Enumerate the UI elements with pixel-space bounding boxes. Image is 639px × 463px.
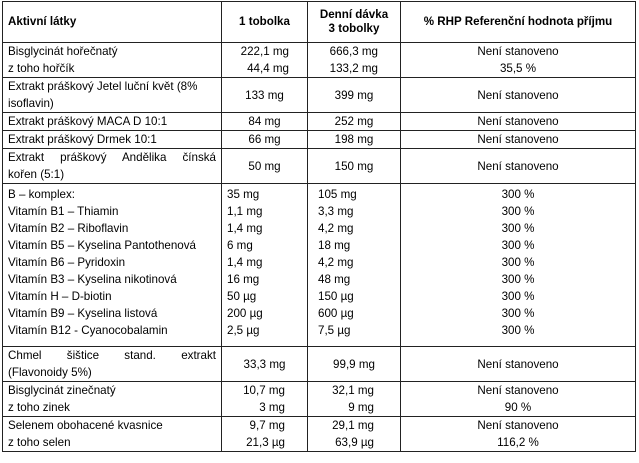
substance-name: z toho selen bbox=[8, 436, 71, 449]
substance-name: z toho hořčík bbox=[8, 62, 75, 75]
value: 32,1 mg bbox=[332, 384, 374, 397]
value: 21,3 µg bbox=[246, 436, 285, 449]
substance-cell bbox=[3, 347, 222, 382]
substance-name: Extrakt práškový Andělika čínská bbox=[8, 151, 216, 164]
value: 300 % bbox=[501, 290, 535, 303]
substance-name: Vitamín B12 - Cyanocobalamin bbox=[8, 324, 168, 337]
header-daily-dose-line1: Denní dávka bbox=[319, 8, 389, 21]
one-capsule-cell: 33,3 mg bbox=[222, 347, 308, 382]
rhp-cell: Není stanoveno bbox=[401, 347, 636, 382]
substance-name: Vitamín H – D-biotin bbox=[8, 290, 112, 303]
substance-cell bbox=[3, 382, 222, 417]
value: 133,2 mg bbox=[329, 62, 378, 75]
substance-cell bbox=[3, 78, 222, 113]
substance-name: Vitamín B1 – Thiamin bbox=[8, 205, 119, 218]
rhp-cell bbox=[401, 184, 636, 347]
substance-name: Vitamín B9 – Kyselina listová bbox=[8, 307, 158, 320]
daily-dose-cell: 150 mg bbox=[308, 149, 401, 184]
value: 18 mg bbox=[318, 239, 351, 252]
daily-dose-cell: 198 mg bbox=[308, 131, 401, 149]
value: 6 mg bbox=[227, 239, 253, 252]
table-row bbox=[3, 417, 636, 452]
table-row bbox=[3, 113, 636, 131]
value: 10,7 mg bbox=[243, 384, 285, 397]
value: 4,2 mg bbox=[318, 222, 354, 235]
value: 90 % bbox=[504, 401, 532, 414]
value: 1,1 mg bbox=[227, 205, 263, 218]
value: 44,4 mg bbox=[247, 62, 289, 75]
value: 16 mg bbox=[227, 273, 260, 286]
one-capsule-cell: 66 mg bbox=[222, 131, 308, 149]
substance-name: Vitamín B6 – Pyridoxin bbox=[8, 256, 126, 269]
header-daily-dose bbox=[308, 2, 401, 43]
substance-name: Vitamín B2 – Riboflavin bbox=[8, 222, 129, 235]
value: 300 % bbox=[501, 324, 535, 337]
substance-name: Vitamín B5 – Kyselina Pantothenová bbox=[8, 239, 196, 252]
table-row bbox=[3, 347, 636, 382]
table-row bbox=[3, 131, 636, 149]
substance-name: isoflavin) bbox=[8, 97, 54, 110]
daily-dose-cell bbox=[308, 43, 401, 78]
substance-cell bbox=[3, 184, 222, 347]
substance-name: Chmel šištice stand. extrakt bbox=[8, 349, 216, 362]
value: 150 µg bbox=[318, 290, 354, 303]
value: 1,4 mg bbox=[227, 222, 263, 235]
daily-dose-cell: 399 mg bbox=[308, 78, 401, 113]
one-capsule-cell bbox=[222, 417, 308, 452]
header-one-capsule: 1 tobolka bbox=[222, 2, 308, 43]
value: 105 mg bbox=[318, 188, 357, 201]
daily-dose-cell bbox=[308, 382, 401, 417]
value: 50 µg bbox=[227, 290, 257, 303]
substance-name: Selenem obohacené kvasnice bbox=[8, 419, 163, 432]
value: Není stanoveno bbox=[477, 45, 559, 58]
rhp-cell bbox=[401, 43, 636, 78]
substance-name: Bisglycinát zinečnatý bbox=[8, 384, 116, 397]
one-capsule-cell: 50 mg bbox=[222, 149, 308, 184]
substance-name: kořen (5:1) bbox=[8, 168, 65, 181]
substance-name: Vitamín B3 – Kyselina nikotinová bbox=[8, 273, 177, 286]
substance-cell: Extrakt práškový Drmek 10:1 bbox=[3, 131, 222, 149]
table-row bbox=[3, 78, 636, 113]
value: 63,9 µg bbox=[335, 436, 374, 449]
rhp-cell bbox=[401, 417, 636, 452]
value: 300 % bbox=[501, 307, 535, 320]
table-header-row bbox=[3, 2, 636, 43]
value: 300 % bbox=[501, 222, 535, 235]
one-capsule-cell bbox=[222, 184, 308, 347]
value: 9 mg bbox=[348, 401, 374, 414]
value: 4,2 mg bbox=[318, 256, 354, 269]
value: 200 µg bbox=[227, 307, 263, 320]
substance-name: Extrakt práškový Jetel luční květ (8% bbox=[8, 80, 198, 93]
table-row bbox=[3, 184, 636, 347]
substance-name: B – komplex: bbox=[8, 188, 76, 201]
substance-cell bbox=[3, 43, 222, 78]
daily-dose-cell bbox=[308, 184, 401, 347]
value: 48 mg bbox=[318, 273, 351, 286]
value: 29,1 mg bbox=[332, 419, 374, 432]
substance-cell bbox=[3, 149, 222, 184]
value: 116,2 % bbox=[497, 436, 539, 449]
value: Není stanoveno bbox=[477, 419, 559, 432]
value: 600 µg bbox=[318, 307, 354, 320]
value: 7,5 µg bbox=[318, 324, 351, 337]
value: 3,3 mg bbox=[318, 205, 354, 218]
substance-cell: Extrakt práškový MACA D 10:1 bbox=[3, 113, 222, 131]
value: 300 % bbox=[501, 239, 535, 252]
one-capsule-cell: 133 mg bbox=[222, 78, 308, 113]
value: 35,5 % bbox=[499, 62, 537, 75]
value: 3 mg bbox=[259, 401, 285, 414]
one-capsule-cell bbox=[222, 382, 308, 417]
value: Není stanoveno bbox=[477, 384, 559, 397]
rhp-cell bbox=[401, 382, 636, 417]
table-row bbox=[3, 149, 636, 184]
table-row bbox=[3, 43, 636, 78]
substance-name: Bisglycinát hořečnatý bbox=[8, 45, 118, 58]
value: 1,4 mg bbox=[227, 256, 263, 269]
substance-name: (Flavonoidy 5%) bbox=[8, 366, 92, 379]
rhp-cell: Není stanoveno bbox=[401, 149, 636, 184]
value: 9,7 mg bbox=[249, 419, 285, 432]
substance-name: z toho zinek bbox=[8, 401, 70, 414]
value: 35 mg bbox=[227, 188, 260, 201]
value: 300 % bbox=[501, 273, 535, 286]
daily-dose-cell: 252 mg bbox=[308, 113, 401, 131]
table-row bbox=[3, 382, 636, 417]
value: 222,1 mg bbox=[240, 45, 289, 58]
value: 300 % bbox=[501, 256, 535, 269]
header-daily-dose-line2: 3 tobolky bbox=[328, 22, 380, 35]
rhp-cell: Není stanoveno bbox=[401, 131, 636, 149]
nutrition-table bbox=[2, 1, 636, 452]
value: 300 % bbox=[501, 205, 535, 218]
header-rhp: % RHP Referenční hodnota příjmu bbox=[401, 2, 636, 43]
one-capsule-cell bbox=[222, 43, 308, 78]
daily-dose-cell: 99,9 mg bbox=[308, 347, 401, 382]
daily-dose-cell bbox=[308, 417, 401, 452]
rhp-cell: Není stanoveno bbox=[401, 113, 636, 131]
value: 300 % bbox=[501, 188, 535, 201]
value: 2,5 µg bbox=[227, 324, 260, 337]
rhp-cell: Není stanoveno bbox=[401, 78, 636, 113]
value: 666,3 mg bbox=[329, 45, 378, 58]
one-capsule-cell: 84 mg bbox=[222, 113, 308, 131]
substance-cell bbox=[3, 417, 222, 452]
header-active-substances: Aktivní látky bbox=[3, 2, 222, 43]
